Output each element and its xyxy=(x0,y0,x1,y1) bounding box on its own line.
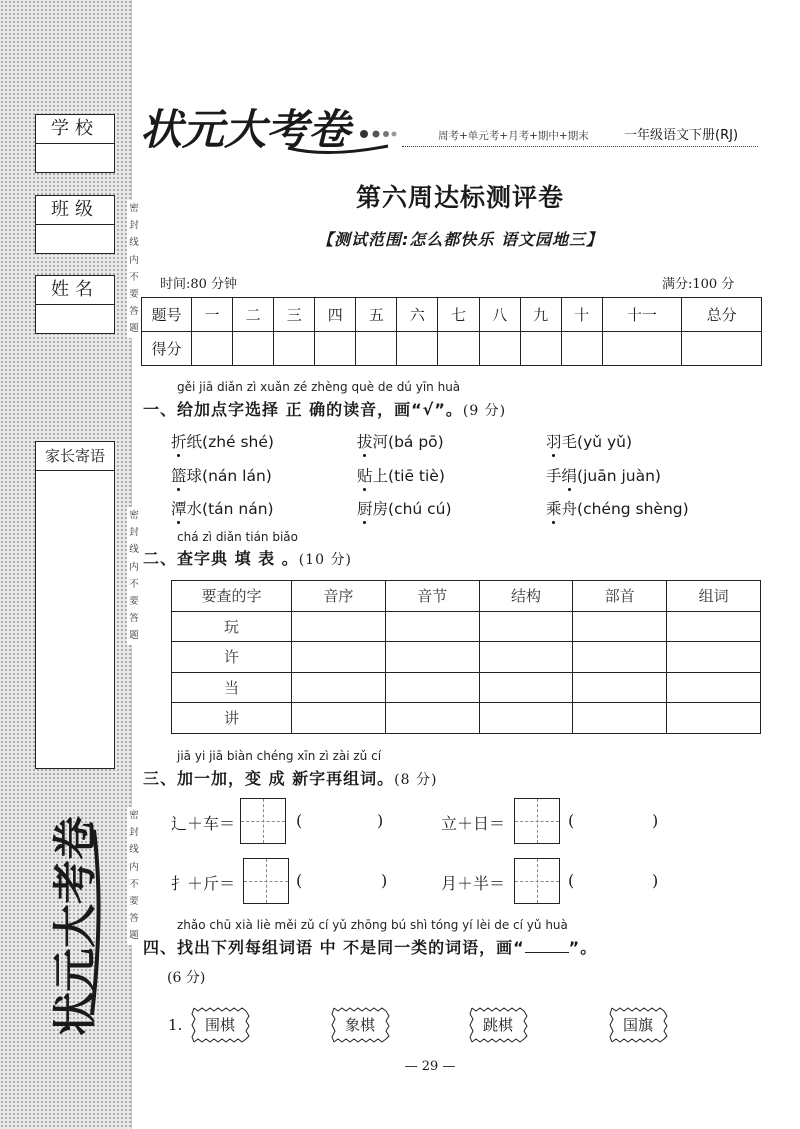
score-cell[interactable] xyxy=(479,332,520,366)
seal-line-text-2: 密 封 线 内 不 要 答 题 xyxy=(127,507,141,645)
score-header-cell: 八 xyxy=(479,298,520,332)
q4-text-end: ”。 xyxy=(568,938,598,957)
paren-close: ) xyxy=(652,871,659,890)
brand-logo xyxy=(138,100,398,160)
dictionary-header-cell: 部首 xyxy=(573,581,667,612)
q3-equation: 月＋半＝ xyxy=(441,874,506,893)
q2-pinyin: chá zì diǎn tián biǎo xyxy=(177,530,299,544)
table-row xyxy=(172,703,761,734)
parent-message-field[interactable] xyxy=(36,471,114,767)
q1-points: (9 分) xyxy=(462,403,507,419)
answer-cell[interactable] xyxy=(667,672,761,703)
q1-heading xyxy=(143,397,506,420)
dictionary-char-cell: 许 xyxy=(172,642,292,673)
svg-text:状元大考卷: 状元大考卷 xyxy=(140,105,351,154)
score-table xyxy=(141,297,762,366)
dictionary-table xyxy=(171,580,761,734)
word-text: 象棋 xyxy=(344,1016,375,1034)
answer-cell[interactable] xyxy=(385,642,479,673)
q2-text: 二、查字典 填 表 。 xyxy=(143,549,299,568)
score-header-cell: 十一 xyxy=(602,298,682,332)
answer-cell[interactable] xyxy=(479,611,573,642)
answer-cell[interactable] xyxy=(385,611,479,642)
q2-heading xyxy=(143,546,352,569)
tian-grid-box[interactable] xyxy=(514,798,560,844)
q3-equation: 扌＋斤＝ xyxy=(171,874,236,893)
answer-cell[interactable] xyxy=(573,642,667,673)
name-label: 姓名 xyxy=(36,276,114,305)
class-box xyxy=(35,195,115,254)
paren-close: ) xyxy=(377,811,384,830)
q1-option[interactable]: 手绢(juān juàn) xyxy=(546,467,661,485)
q4-pinyin: zhǎo chū xià liè měi zǔ cí yǔ zhōng bú shì tóng yí lèi de cí yǔ huà xyxy=(177,918,568,932)
q1-option[interactable]: 折纸(zhé shé) xyxy=(171,433,274,451)
answer-cell[interactable] xyxy=(292,611,386,642)
answer-cell[interactable] xyxy=(292,672,386,703)
score-cell[interactable] xyxy=(602,332,682,366)
score-header-cell: 总分 xyxy=(682,298,762,332)
word-box[interactable] xyxy=(468,1006,528,1044)
parent-message-label: 家长寄语 xyxy=(36,442,114,471)
q1-option[interactable]: 厨房(chú cú) xyxy=(357,500,452,518)
paren-open: ( xyxy=(296,871,303,890)
q4-text: 四、找出下列每组词语 中 不是同一类的词语，画“ xyxy=(143,938,525,957)
answer-cell[interactable] xyxy=(667,703,761,734)
answer-cell[interactable] xyxy=(479,703,573,734)
school-field[interactable] xyxy=(36,144,114,172)
score-cell[interactable] xyxy=(233,332,274,366)
word-text: 国旗 xyxy=(622,1016,653,1034)
tian-grid-box[interactable] xyxy=(514,858,560,904)
paren-close: ) xyxy=(652,811,659,830)
score-header-cell: 四 xyxy=(315,298,356,332)
answer-cell[interactable] xyxy=(667,611,761,642)
name-box xyxy=(35,275,115,334)
score-cell[interactable] xyxy=(438,332,479,366)
score-cell[interactable] xyxy=(561,332,602,366)
class-field[interactable] xyxy=(36,225,114,253)
dictionary-char-cell: 玩 xyxy=(172,611,292,642)
class-label: 班级 xyxy=(36,196,114,225)
word-box[interactable] xyxy=(190,1006,250,1044)
answer-cell[interactable] xyxy=(667,642,761,673)
tian-grid-box[interactable] xyxy=(243,858,289,904)
series-slogan: 周考+单元考+月考+期中+期末 xyxy=(438,130,589,142)
score-header-cell: 六 xyxy=(397,298,438,332)
paren-open: ( xyxy=(296,811,303,830)
parent-message-box xyxy=(35,441,115,769)
answer-cell[interactable] xyxy=(573,703,667,734)
score-header-cell: 五 xyxy=(356,298,397,332)
score-cell[interactable] xyxy=(682,332,762,366)
table-row xyxy=(172,611,761,642)
answer-cell[interactable] xyxy=(479,672,573,703)
test-range: 【测试范围:怎么都快乐 语文园地三】 xyxy=(317,230,603,249)
paren-open: ( xyxy=(568,811,575,830)
q1-pinyin: gěi jiā diǎn zì xuǎn zé zhèng què de dú yīn huà xyxy=(177,380,461,394)
answer-cell[interactable] xyxy=(573,611,667,642)
word-text: 跳棋 xyxy=(482,1016,513,1034)
q1-option[interactable]: 拔河(bá pō) xyxy=(357,433,444,451)
score-cell[interactable] xyxy=(520,332,561,366)
score-cell[interactable] xyxy=(192,332,233,366)
q3-equation: 立＋日＝ xyxy=(441,814,506,833)
q1-option[interactable]: 羽毛(yǔ yǔ) xyxy=(546,433,633,451)
dictionary-header-cell: 音序 xyxy=(292,581,386,612)
table-row xyxy=(172,642,761,673)
q2-points: (10 分) xyxy=(298,552,352,568)
score-cell[interactable] xyxy=(356,332,397,366)
answer-cell[interactable] xyxy=(385,672,479,703)
score-header-cell: 二 xyxy=(233,298,274,332)
score-header-cell: 九 xyxy=(520,298,561,332)
q1-option[interactable]: 篮球(nán lán) xyxy=(171,467,272,485)
name-field[interactable] xyxy=(36,305,114,333)
score-table-header-row xyxy=(142,298,762,332)
paper-title: 第六周达标测评卷 xyxy=(355,183,564,212)
score-row-label: 得分 xyxy=(142,332,192,366)
q4-heading xyxy=(143,935,597,958)
brand-logo-vertical xyxy=(32,800,112,1040)
score-header-cell: 三 xyxy=(274,298,315,332)
answer-cell[interactable] xyxy=(292,703,386,734)
q1-option[interactable]: 乘舟(chéng shèng) xyxy=(546,500,689,518)
q3-heading xyxy=(143,766,437,789)
score-cell[interactable] xyxy=(315,332,356,366)
q1-text: 一、给加点字选择 正 确的读音，画“√”。 xyxy=(143,400,463,419)
full-score: 满分:100 分 xyxy=(662,277,735,292)
time-limit: 时间:80 分钟 xyxy=(160,277,238,292)
score-header-cell: 七 xyxy=(438,298,479,332)
table-row xyxy=(172,672,761,703)
q1-option[interactable]: 潭水(tán nán) xyxy=(171,500,274,518)
school-box xyxy=(35,114,115,173)
answer-cell[interactable] xyxy=(573,672,667,703)
dictionary-header-row xyxy=(172,581,761,612)
page-number: — 29 — xyxy=(404,1059,456,1074)
score-header-cell: 题号 xyxy=(142,298,192,332)
q4-item-number: 1. xyxy=(168,1016,183,1034)
q1-option[interactable]: 贴上(tiē tiè) xyxy=(357,467,445,485)
word-box[interactable] xyxy=(608,1006,668,1044)
paren-open: ( xyxy=(568,871,575,890)
dictionary-header-cell: 要查的字 xyxy=(172,581,292,612)
grade-label: 一年级语文下册(RJ) xyxy=(624,128,739,143)
seal-line-text-1: 密 封 线 内 不 要 答 题 xyxy=(127,200,141,338)
header-divider xyxy=(402,146,758,147)
tian-grid-box[interactable] xyxy=(240,798,286,844)
q3-pinyin: jiā yi jiā biàn chéng xīn zì zài zǔ cí xyxy=(177,749,382,763)
seal-line-text-3: 密 封 线 内 不 要 答 题 xyxy=(127,807,141,945)
dictionary-char-cell: 当 xyxy=(172,672,292,703)
score-table-score-row xyxy=(142,332,762,366)
school-label: 学校 xyxy=(36,115,114,144)
dictionary-char-cell: 讲 xyxy=(172,703,292,734)
dictionary-header-cell: 组词 xyxy=(667,581,761,612)
svg-text:状元大考卷: 状元大考卷 xyxy=(50,816,101,1036)
word-text: 围棋 xyxy=(204,1016,235,1034)
q4-points: (6 分) xyxy=(167,970,206,986)
answer-cell[interactable] xyxy=(479,642,573,673)
score-header-cell: 十 xyxy=(561,298,602,332)
answer-cell[interactable] xyxy=(385,703,479,734)
q3-text: 三、加一加，变 成 新字再组词。 xyxy=(143,769,395,788)
dictionary-header-cell: 结构 xyxy=(479,581,573,612)
dictionary-header-cell: 音节 xyxy=(385,581,479,612)
score-header-cell: 一 xyxy=(192,298,233,332)
q4-blank-line xyxy=(525,939,569,953)
score-cell[interactable] xyxy=(397,332,438,366)
word-box[interactable] xyxy=(330,1006,390,1044)
q3-equation: 辶＋车＝ xyxy=(171,814,236,833)
answer-cell[interactable] xyxy=(292,642,386,673)
paren-close: ) xyxy=(381,871,388,890)
score-cell[interactable] xyxy=(274,332,315,366)
q3-points: (8 分) xyxy=(394,772,438,788)
